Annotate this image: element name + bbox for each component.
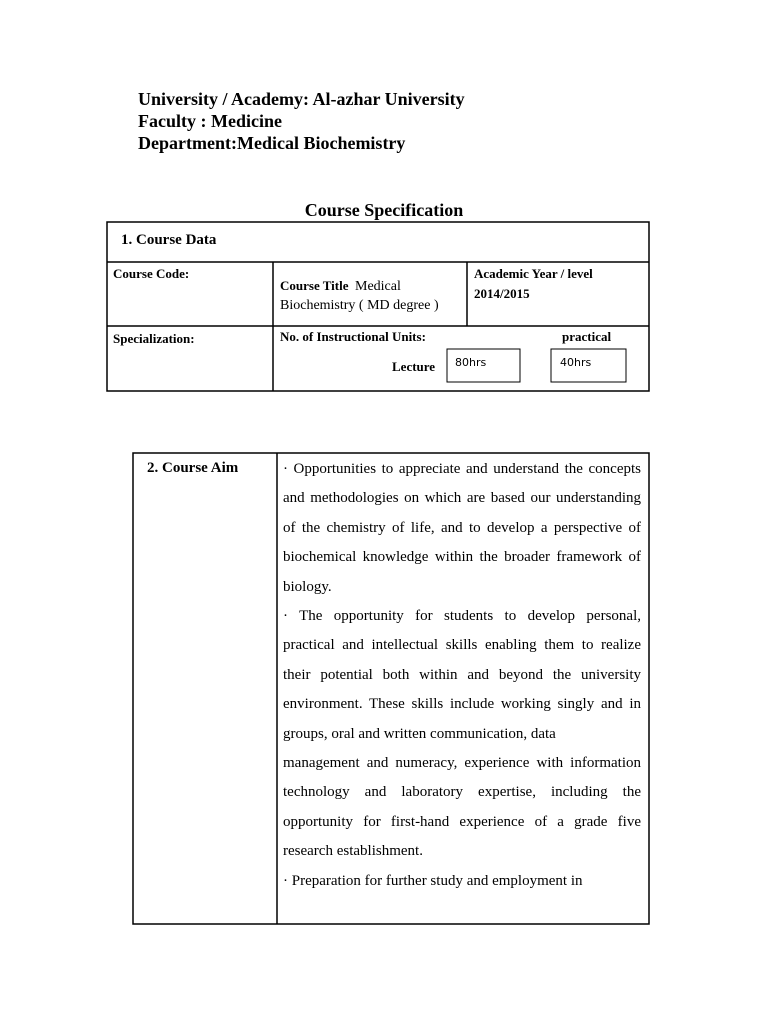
- page-title: Course Specification: [304, 200, 464, 220]
- practical-hours-value: 40hrs: [560, 356, 592, 369]
- lecture-label: Lecture: [392, 359, 436, 374]
- aim-paragraph: · Preparation for further study and employment in: [283, 872, 583, 889]
- university-line: University / Academy: Al-azhar University: [138, 89, 465, 109]
- course-title-value-line2: Biochemistry ( MD degree ): [280, 298, 439, 313]
- course-aim-text: [283, 455, 641, 896]
- specialization-label: Specialization:: [113, 331, 195, 346]
- course-title-cell: [280, 276, 401, 297]
- practical-label: practical: [562, 329, 612, 344]
- lecture-hours-value: 80hrs: [455, 356, 487, 369]
- academic-year-value: 2014/2015: [474, 286, 530, 301]
- units-label: No. of Instructional Units:: [280, 329, 426, 344]
- course-code-label: Course Code:: [113, 266, 190, 281]
- course-aim-heading: 2. Course Aim: [147, 460, 239, 476]
- aim-paragraph: · Opportunities to appreciate and understand the concepts and methodologies on which are based our understanding of the chemistry of life, and to develop a perspective of biochemical knowledge within the broader framework of biology.: [283, 461, 641, 595]
- department-line: Department:Medical Biochemistry: [138, 133, 406, 153]
- course-title-label: Course Title: [280, 278, 349, 293]
- course-title-value: Medical: [355, 279, 401, 294]
- faculty-line: Faculty : Medicine: [138, 111, 282, 131]
- aim-paragraph: management and numeracy, experience with information technology and laboratory expertise, including the opportunity for first-hand experience of a grade five research establishment.: [283, 755, 641, 860]
- academic-year-label: Academic Year / level: [474, 266, 593, 281]
- course-data-heading: 1. Course Data: [121, 232, 217, 248]
- aim-paragraph: · The opportunity for students to develop personal, practical and intellectual skills enabling them to realize their potential both within and beyond the university environment. These skills include working singly and in groups, oral and written communication, data: [283, 608, 641, 742]
